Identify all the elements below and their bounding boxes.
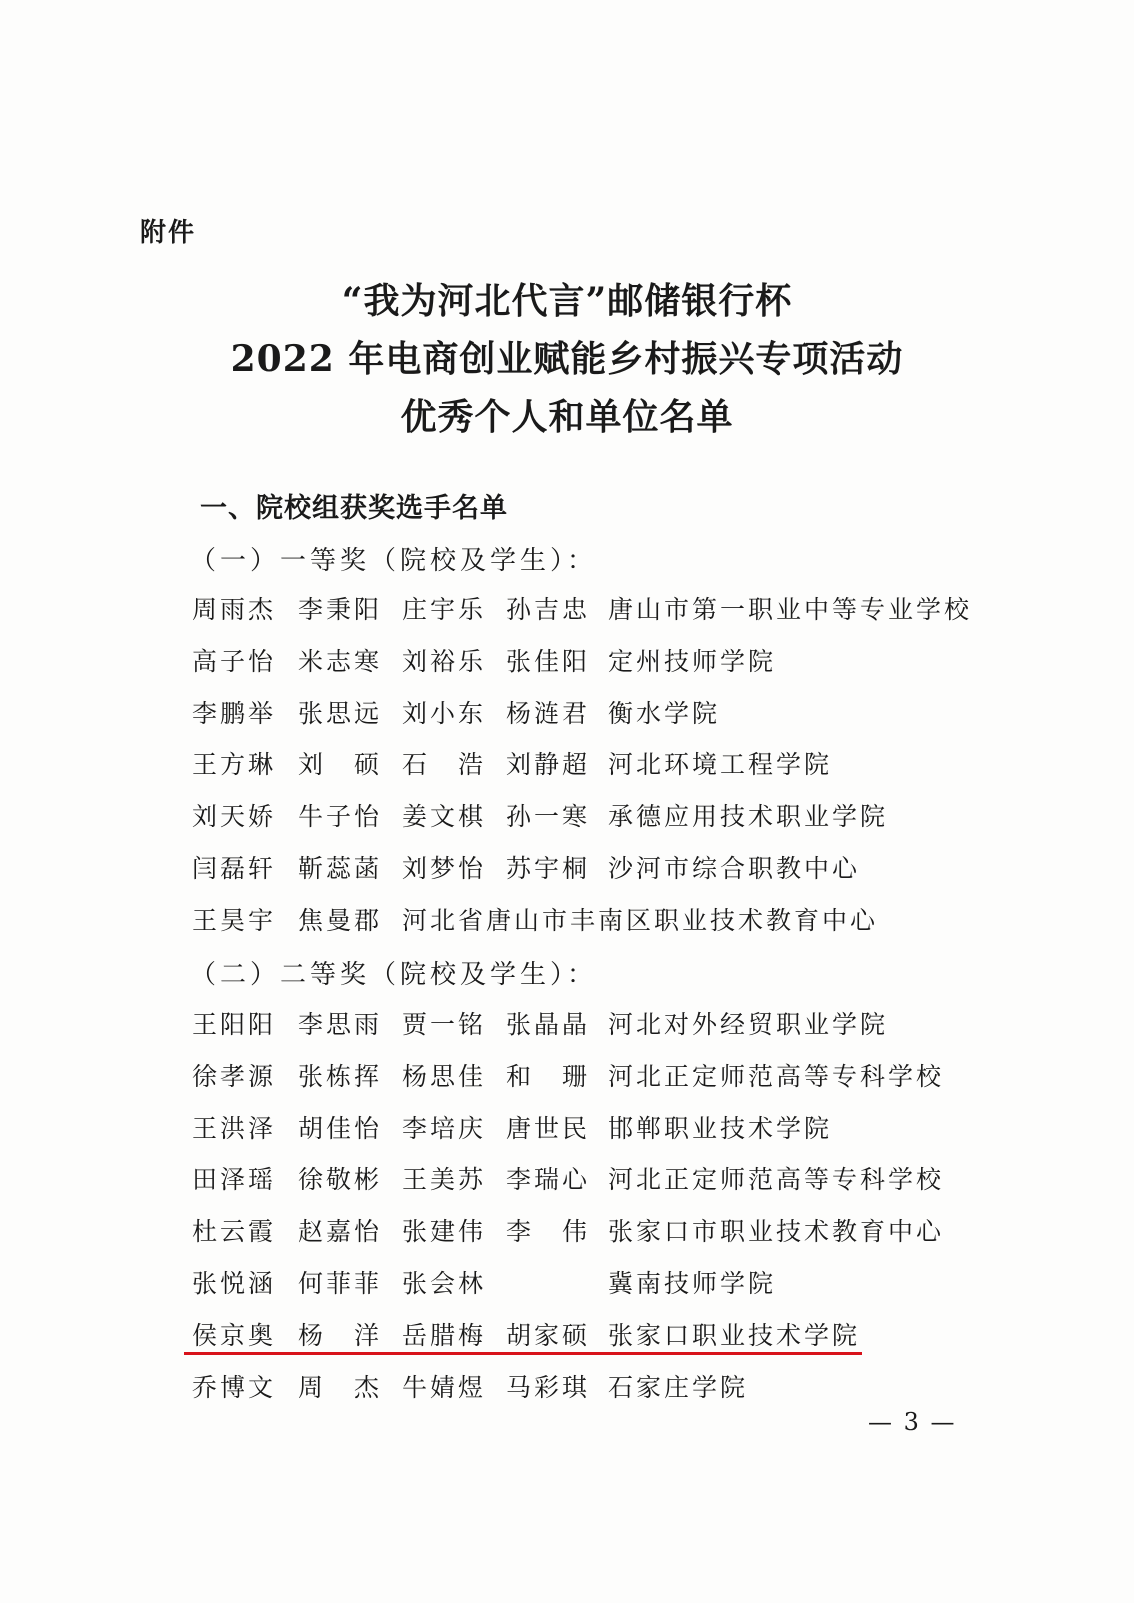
award-row (192, 797, 1012, 849)
student-name: 周 杰 (298, 1372, 383, 1402)
school-name: 承德应用技术职业学院 (608, 802, 889, 832)
student-name: 杨 洋 (298, 1320, 383, 1350)
first-prize-heading: （一）一等奖（院校及学生）： (190, 546, 598, 576)
student-name: 赵嘉怡 (298, 1217, 383, 1247)
student-name: 张建伟 (402, 1217, 487, 1247)
student-name: 石 浩 (402, 750, 487, 780)
award-row (192, 1057, 1012, 1109)
title-line: 2022 年电商创业赋能乡村振兴专项活动 (230, 338, 904, 380)
student-name: 乔博文 (192, 1372, 277, 1402)
student-name: 孙一寒 (506, 802, 591, 832)
school-name: 河北正定师范高等专科学校 (608, 1165, 945, 1195)
student-name: 刘裕乐 (402, 646, 487, 676)
student-name: 庄宇乐 (402, 595, 487, 624)
title-line: 优秀个人和单位名单 (400, 396, 734, 438)
student-name: 李培庆 (402, 1113, 487, 1143)
school-name: 定州技师学院 (608, 646, 777, 676)
school-name: 河北省唐山市丰南区职业技术教育中心 (402, 905, 879, 935)
student-name: 张栋挥 (298, 1061, 383, 1091)
student-name: 田泽瑶 (192, 1165, 277, 1195)
student-name: 杜云霞 (192, 1217, 277, 1247)
student-name: 唐世民 (506, 1113, 591, 1143)
student-name: 杨涟君 (506, 698, 591, 728)
school-name: 衡水学院 (608, 698, 721, 728)
student-name: 王美苏 (402, 1165, 487, 1195)
student-name: 王阳阳 (192, 1010, 277, 1039)
student-name: 牛婧煜 (402, 1372, 487, 1402)
school-name: 河北环境工程学院 (608, 750, 833, 780)
student-name: 李 伟 (506, 1217, 591, 1247)
red-underline-highlight (184, 1352, 862, 1355)
award-row (192, 1109, 1012, 1161)
student-name: 李思雨 (298, 1010, 383, 1039)
student-name: 刘小东 (402, 698, 487, 728)
award-row (192, 745, 1012, 797)
school-name: 河北对外经贸职业学院 (608, 1010, 889, 1039)
award-row (192, 1316, 1012, 1368)
school-name: 邯郸职业技术学院 (608, 1113, 833, 1143)
student-name: 徐敬彬 (298, 1165, 383, 1195)
student-name: 岳腊梅 (402, 1320, 487, 1350)
student-name: 王昊宇 (192, 905, 277, 935)
student-name: 胡家硕 (506, 1320, 591, 1350)
student-name: 苏宇桐 (506, 853, 591, 883)
student-name: 姜文棋 (402, 802, 487, 832)
title-line: “我为河北代言”邮储银行杯 (341, 280, 793, 322)
student-name: 李瑞心 (506, 1165, 591, 1195)
student-name: 刘 硕 (298, 750, 383, 780)
student-name: 何菲菲 (298, 1268, 383, 1298)
school-name: 沙河市综合职教中心 (608, 853, 861, 883)
school-name: 张家口职业技术学院 (608, 1320, 861, 1350)
award-row (192, 590, 1012, 642)
student-name: 徐孝源 (192, 1061, 277, 1091)
student-name: 米志寒 (298, 646, 383, 676)
student-name: 张悦涵 (192, 1268, 277, 1298)
student-name: 王方琳 (192, 750, 277, 780)
student-name: 侯京奥 (192, 1320, 277, 1350)
student-name: 刘天娇 (192, 802, 277, 832)
student-name: 马彩琪 (506, 1372, 591, 1402)
second-prize-heading: （二）二等奖（院校及学生）： (190, 960, 598, 990)
student-name: 胡佳怡 (298, 1113, 383, 1143)
student-name: 闫磊轩 (192, 853, 277, 883)
award-row (192, 849, 1012, 901)
award-row (192, 694, 1012, 746)
student-name: 张晶晶 (506, 1010, 591, 1039)
student-name: 牛子怡 (298, 802, 383, 832)
student-name: 周雨杰 (192, 595, 277, 624)
award-row (192, 1160, 1012, 1212)
school-name: 河北正定师范高等专科学校 (608, 1061, 945, 1091)
student-name: 张思远 (298, 698, 383, 728)
page-number: — 3 — (868, 1408, 957, 1436)
award-row (192, 1212, 1012, 1264)
award-row (192, 1264, 1012, 1316)
document-title (0, 272, 1134, 446)
student-name: 张会林 (402, 1268, 487, 1298)
student-name: 高子怡 (192, 646, 277, 676)
school-name: 冀南技师学院 (608, 1268, 777, 1298)
award-row (192, 901, 1012, 953)
student-name: 刘梦怡 (402, 853, 487, 883)
student-name: 刘静超 (506, 750, 591, 780)
school-name: 石家庄学院 (608, 1372, 749, 1402)
student-name: 李鹏举 (192, 698, 277, 728)
student-name: 和 珊 (506, 1061, 591, 1091)
student-name: 靳蕊菡 (298, 853, 383, 883)
school-name: 唐山市第一职业中等专业学校 (608, 595, 973, 624)
student-name: 贾一铭 (402, 1010, 487, 1039)
award-row (192, 1005, 1012, 1057)
student-name: 王洪泽 (192, 1113, 277, 1143)
student-name: 孙吉忠 (506, 595, 591, 624)
second-prize-list (192, 1005, 1012, 1419)
student-name: 张佳阳 (506, 646, 591, 676)
student-name: 李秉阳 (298, 595, 383, 624)
first-prize-list (192, 590, 1012, 953)
student-name: 杨思佳 (402, 1061, 487, 1091)
school-name: 张家口市职业技术教育中心 (608, 1217, 945, 1247)
section-heading: 一、院校组获奖选手名单 (200, 493, 508, 524)
award-row (192, 642, 1012, 694)
attachment-label: 附件 (140, 218, 197, 248)
student-name: 焦曼郡 (298, 905, 383, 935)
